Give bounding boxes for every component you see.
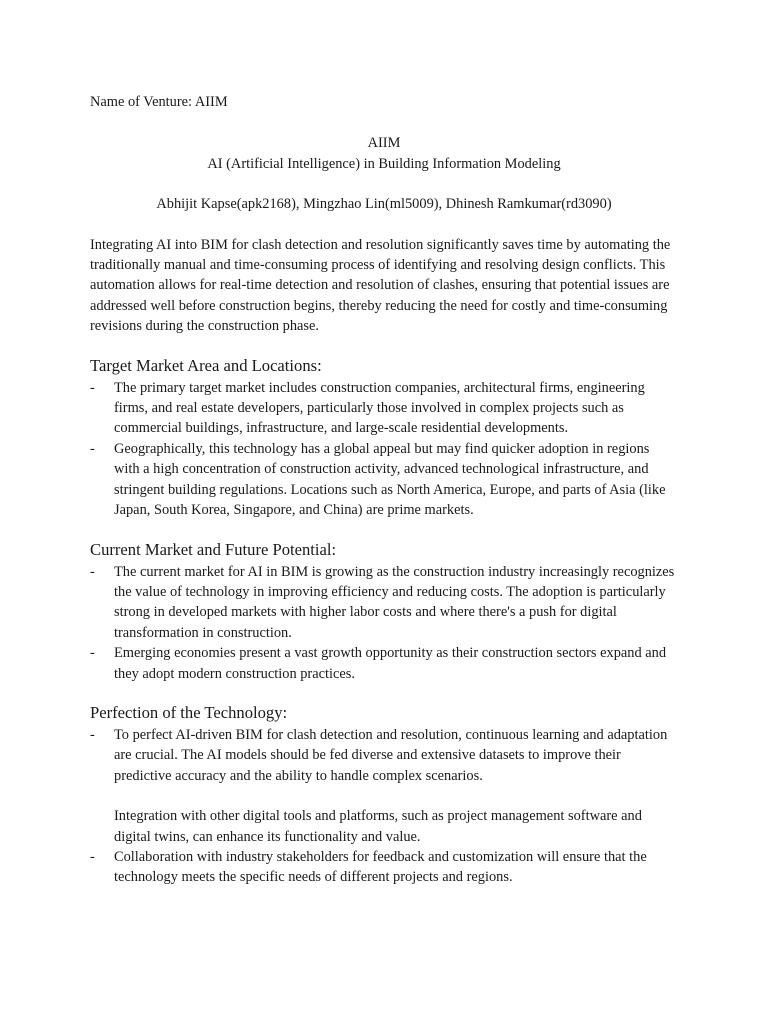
title-block — [90, 133, 678, 174]
bullet-list-perfection — [90, 725, 678, 888]
list-item — [90, 725, 678, 847]
venture-name: Name of Venture: AIIM — [90, 94, 228, 110]
document-subtitle: AI (Artificial Intelligence) in Building Information Modeling — [207, 155, 561, 172]
document-title: AIIM — [367, 135, 401, 152]
bullet-dash: - — [90, 563, 95, 580]
author-list: Abhijit Kapse(apk2168), Mingzhao Lin(ml5009), Dhinesh Ramkumar(rd3090) — [156, 196, 612, 213]
list-item — [90, 643, 678, 684]
bullet-list-current-market — [90, 562, 678, 684]
list-item — [90, 439, 678, 521]
list-item — [90, 562, 678, 644]
list-item-text: Emerging economies present a vast growth opportunity as their construction sectors expand and they adopt modern construction practices. — [114, 645, 667, 682]
bullet-dash: - — [90, 440, 95, 457]
list-item — [90, 378, 678, 439]
bullet-dash: - — [90, 726, 95, 743]
intro-paragraph: Integrating AI into BIM for clash detection and resolution significantly saves time by automating the traditionally manual and time-consuming process of identifying and resolving design conflicts. This automation allows for real-time detection and resolution of clashes, ensuring that potential issues are addressed well before construction begins, thereby reducing the need for costly and time-consuming revisions during the construction phase. — [90, 236, 671, 335]
list-item-text: Collaboration with industry stakeholders for feedback and customization will ensure that the technology meets the specific needs of different projects and regions. — [114, 848, 647, 886]
list-item-text: Geographically, this technology has a global appeal but may find quicker adoption in regions with a high concentration of construction activity, advanced technological infrastructure, and stringent building regulations. Locations such as North America, Europe, and parts of Asia (like Japan, South Korea, Singapore, and China) are prime markets. — [114, 440, 666, 519]
section-heading-current-market: Current Market and Future Potential: — [90, 539, 337, 559]
list-item-text: To perfect AI-driven BIM for clash detection and resolution, continuous learning and adaptation are crucial. The AI models should be fed diverse and extensive datasets to improve their predictive accuracy and the ability to handle complex scenarios. — [114, 726, 668, 784]
bullet-dash: - — [90, 379, 95, 396]
list-item-continuation: Integration with other digital tools and platforms, such as project management software and digital twins, can enhance its functionality and value. — [114, 808, 642, 845]
section-heading-perfection: Perfection of the Technology: — [90, 702, 288, 722]
list-item — [90, 847, 678, 888]
section-heading-target-market: Target Market Area and Locations: — [90, 355, 322, 375]
bullet-dash: - — [90, 645, 95, 662]
list-item-text: The primary target market includes construction companies, architectural firms, engineering firms, and real estate developers, particularly those involved in complex projects such as commercial buildings, infrastructure, and large-scale residential developments. — [114, 379, 645, 437]
bullet-dash: - — [90, 848, 95, 865]
bullet-list-target-market — [90, 378, 678, 521]
document-page — [90, 92, 678, 888]
list-item-text: The current market for AI in BIM is growing as the construction industry increasingly recognizes the value of technology in improving efficiency and reducing costs. The adoption is particularly strong in developed markets with higher labor costs and where there's a push for digital transformation in construction. — [114, 563, 675, 641]
